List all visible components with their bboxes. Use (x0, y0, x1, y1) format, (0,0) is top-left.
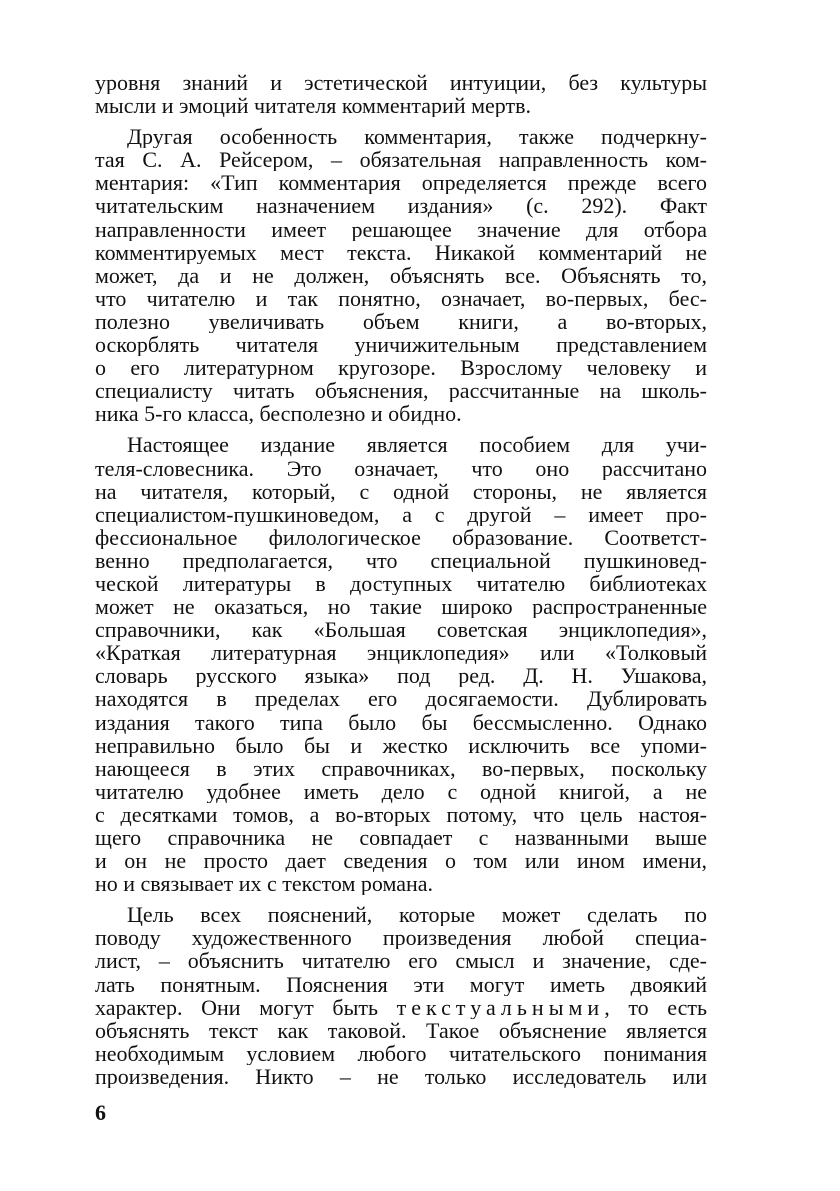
text-line: читательским назначением издания» (с. 292). Факт (95, 194, 707, 218)
text-line: тая С. А. Рейсером, – обязательная направленность ком- (95, 148, 707, 172)
text-line: может, да и не должен, объяснять все. Объяснять то, (95, 263, 707, 287)
text-line: лист, – объяснить читателю его смысл и значение, сде- (95, 949, 707, 973)
text-line: на читателя, который, с одной стороны, не является (95, 479, 707, 503)
text-line: поводу художественного произведения любой специа- (95, 926, 707, 950)
text-line: объяснять текст как таковой. Такое объяснение является (95, 1018, 707, 1042)
text-line: необходимым условием любого читательского понимания (95, 1041, 707, 1065)
text-line: ческой литературы в доступных читателю библиотеках (95, 571, 707, 596)
page-body (95, 71, 707, 1088)
text-line: уровня знаний и эстетической интуиции, без культуры (95, 71, 707, 95)
text-line: с десятками томов, а во-вторых потому, что цель настоя- (95, 802, 707, 826)
text-line: нающееся в этих справочниках, во-первых, поскольку (95, 756, 707, 780)
text-line: читателю удобнее иметь дело с одной книгой, а не (95, 779, 707, 803)
text-line: «Краткая литературная энциклопедия» или «Толковый (95, 641, 707, 665)
text-line: оскорблять читателя уничижительным представлением (95, 333, 707, 357)
text-line: специалистом-пушкиноведом, а с другой – имеет про- (95, 502, 707, 526)
text-line: произведения. Никто – не только исследователь или (95, 1064, 707, 1089)
text-line: направленности имеет решающее значение для отбора (95, 217, 707, 241)
text-line: о его литературном кругозоре. Взрослому человеку и (95, 356, 707, 380)
text-line: комментируемых мест текста. Никакой комментарий не (95, 240, 707, 264)
paragraph (95, 71, 707, 117)
text-line: фессиональное филологическое образование. Соответст- (95, 525, 707, 549)
paragraph (95, 433, 707, 895)
text-line: теля-словесника. Это означает, что оно рассчитано (95, 456, 707, 480)
text-segment: , то есть (604, 995, 707, 1019)
text-line: и он не просто дает сведения о том или ином имени, (95, 849, 707, 873)
text-line: может не оказаться, но такие широко распространенные (95, 595, 707, 619)
text-line: но и связывает их с текстом романа. (95, 872, 434, 896)
text-line: Цель всех пояснений, которые может сделать по (127, 903, 707, 927)
text-line: лать понятным. Пояснения эти могут иметь двоякий (95, 972, 707, 996)
paragraph (95, 903, 707, 1088)
text-line: специалисту читать объяснения, рассчитанные на школь- (95, 379, 707, 403)
text-line: что читателю и так понятно, означает, во-первых, бес- (95, 286, 707, 310)
spaced-emphasis-word: текстуальными (396, 995, 605, 1019)
text-line: мысли и эмоций читателя комментарий мертв. (95, 94, 532, 118)
text-line: справочники, как «Большая советская энциклопедия», (95, 618, 707, 642)
text-line: венно предполагается, что специальной пушкиновед- (95, 548, 707, 572)
text-line: ника 5-го класса, бесполезно и обидно. (95, 402, 462, 426)
text-line: находятся в пределах его досягаемости. Дублировать (95, 687, 707, 711)
text-line: издания такого типа было бы бессмысленно. Однако (95, 710, 707, 734)
text-line: ментария: «Тип комментария определяется прежде всего (95, 171, 707, 195)
text-line: Настоящее издание является пособием для учи- (127, 433, 707, 457)
text-line: щего справочника не совпадает с названными выше (95, 826, 707, 850)
text-line: Другая особенность комментария, также подчеркну- (127, 125, 707, 149)
text-line: полезно увеличивать объем книги, а во-вторых, (95, 309, 707, 334)
text-line-with-spaced-word (95, 996, 707, 1019)
paragraph (95, 125, 707, 425)
text-line: словарь русского языка» под ред. Д. Н. Ушакова, (95, 664, 707, 688)
text-segment: характер. Они могут быть (95, 995, 397, 1019)
text-line: неправильно было бы и жестко исключить все упоми- (95, 733, 707, 757)
page-number: 6 (95, 1100, 106, 1125)
